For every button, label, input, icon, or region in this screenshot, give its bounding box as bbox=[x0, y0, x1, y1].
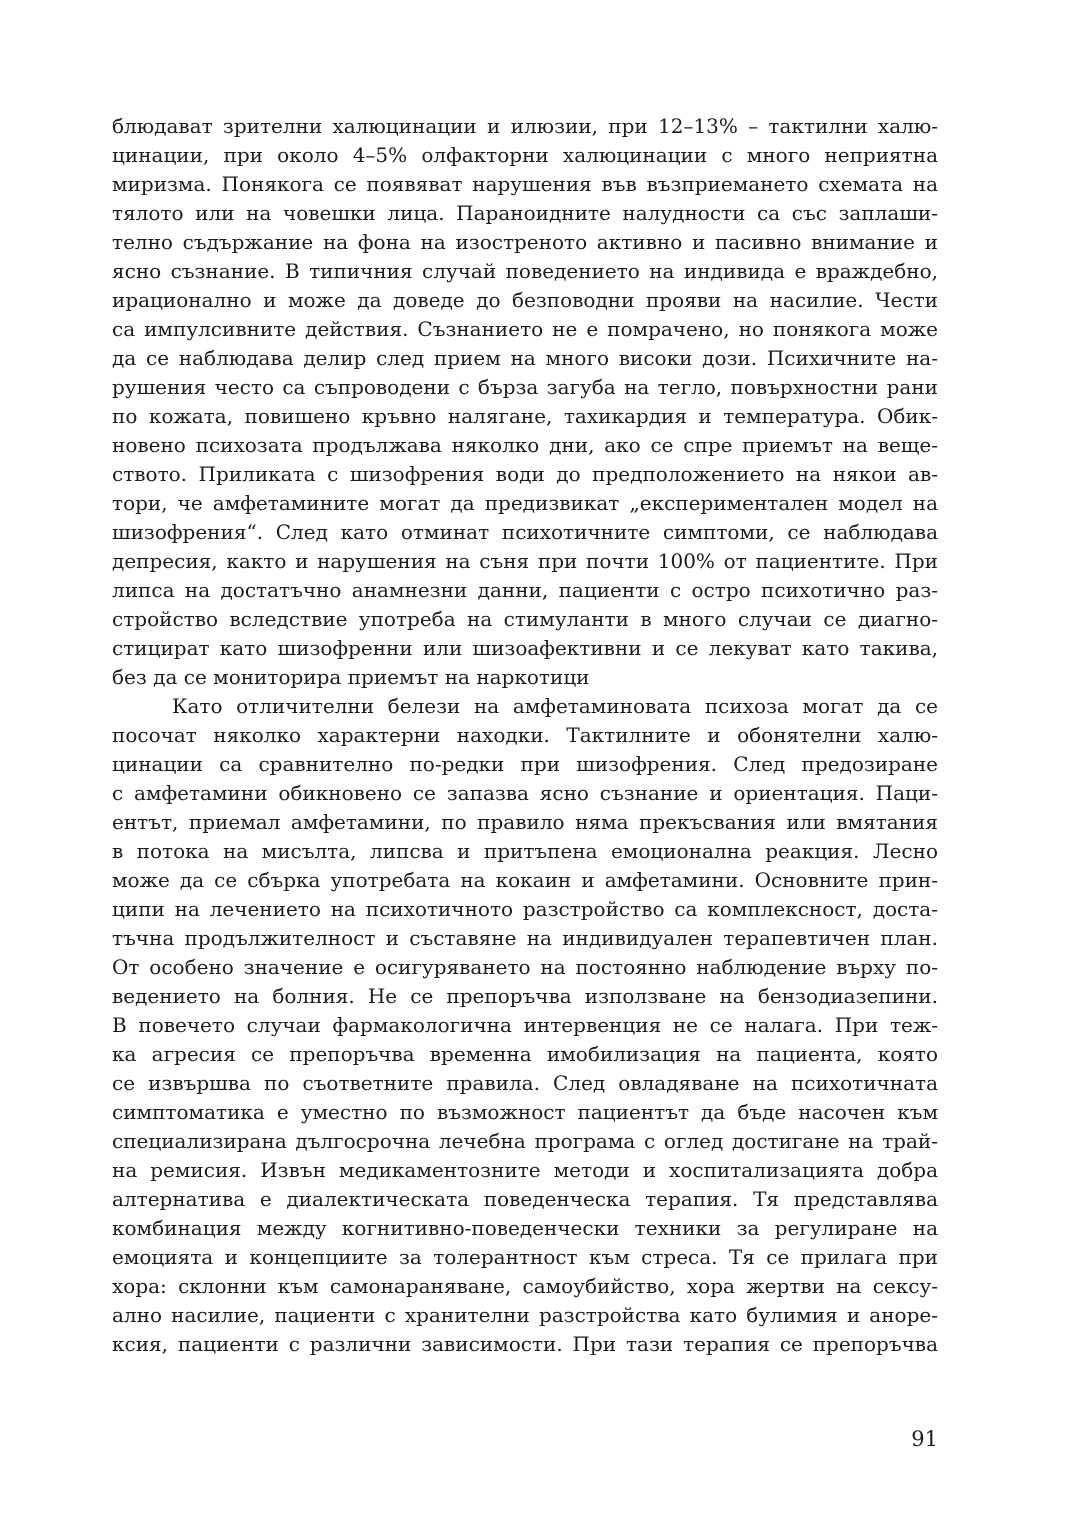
text-line: шизофрения“. След като отминат психотичните симптоми, се наблюдава bbox=[112, 520, 938, 544]
text-line: с амфетамини обикновено се запазва ясно съзнание и ориентация. Паци- bbox=[112, 781, 938, 805]
text-line: От особено значение е осигуряването на постоянно наблюдение върху по- bbox=[112, 955, 938, 979]
text-line: на ремисия. Извън медикаментозните методи и хоспитализацията добра bbox=[112, 1158, 938, 1182]
text-line: ално насилие, пациенти с хранителни разстройства като булимия и аноре- bbox=[112, 1303, 938, 1327]
text-line: по кожата, повишено кръвно налягане, тахикардия и температура. Обик- bbox=[112, 404, 938, 428]
text-line: цинации, при около 4–5% олфакторни халюцинации с много неприятна bbox=[112, 143, 938, 167]
text-line: блюдават зрителни халюцинации и илюзии, при 12–13% – тактилни халю- bbox=[112, 114, 938, 138]
text-line: стройство вследствие употреба на стимуланти в много случаи се диагно- bbox=[112, 607, 938, 631]
text-line: рушения често са съпроводени с бърза загуба на тегло, повърхностни рани bbox=[112, 375, 938, 399]
text-line: миризма. Понякога се появяват нарушения във възприемането схемата на bbox=[112, 172, 938, 196]
text-line: Като отличителни белези на амфетаминовата психоза могат да се bbox=[172, 694, 938, 718]
text-line: тори, че амфетамините могат да предизвикат „експериментален модел на bbox=[112, 491, 938, 515]
text-line: симптоматика е уместно по възможност пациентът да бъде насочен към bbox=[112, 1100, 938, 1124]
text-line: посочат няколко характерни находки. Тактилните и обонятелни халю- bbox=[112, 723, 938, 747]
text-line: алтернатива е диалектическата поведенческа терапия. Тя представлява bbox=[112, 1187, 938, 1211]
paragraph bbox=[112, 112, 938, 692]
text-line: В повечето случаи фармакологична интервенция не се налага. При теж- bbox=[112, 1013, 938, 1037]
text-line: да се наблюдава делир след прием на много високи дози. Психичните на- bbox=[112, 346, 938, 370]
text-line: комбинация между когнитивно-поведенчески техники за регулиране на bbox=[112, 1216, 938, 1240]
text-line: липса на достатъчно анамнезни данни, пациенти с остро психотично раз- bbox=[112, 578, 938, 602]
text-line: ясно съзнание. В типичния случай поведението на индивида е враждебно, bbox=[112, 259, 938, 283]
text-line: ксия, пациенти с различни зависимости. При тази терапия се препоръчва bbox=[112, 1332, 938, 1356]
text-line: без да се мониторира приемът на наркотици bbox=[112, 665, 590, 689]
text-line: емоцията и концепциите за толерантност към стреса. Тя се прилага при bbox=[112, 1245, 938, 1269]
text-line: ведението на болния. Не се препоръчва използване на бензодиазепини. bbox=[112, 984, 938, 1008]
text-line: цинации са сравнително по-редки при шизофрения. След предозиране bbox=[112, 752, 938, 776]
text-line: ципи на лечението на психотичното разстройство са комплексност, доста- bbox=[112, 897, 938, 921]
body-text bbox=[112, 112, 938, 1359]
page-number: 91 bbox=[911, 1427, 938, 1451]
text-line: новено психозата продължава няколко дни, ако се спре приемът на веще- bbox=[112, 433, 938, 457]
text-line: ентът, приемал амфетамини, по правило няма прекъсвания или вмятания bbox=[112, 810, 938, 834]
text-line: са импулсивните действия. Съзнанието не е помрачено, но понякога може bbox=[112, 317, 938, 341]
text-line: депресия, както и нарушения на съня при почти 100% от пациентите. При bbox=[112, 549, 938, 573]
paragraph bbox=[112, 692, 938, 1359]
text-line: стицират като шизофренни или шизоафективни и се лекуват като такива, bbox=[112, 636, 938, 660]
text-line: може да се сбърка употребата на кокаин и амфетамини. Основните прин- bbox=[112, 868, 938, 892]
text-line: в потока на мисълта, липсва и притъпена емоционална реакция. Лесно bbox=[112, 839, 938, 863]
text-line: ството. Приликата с шизофрения води до предположението на някои ав- bbox=[112, 462, 938, 486]
text-line: се извършва по съответните правила. След овладяване на психотичната bbox=[112, 1071, 938, 1095]
text-line: тялото или на човешки лица. Параноидните налудности са със заплаши- bbox=[112, 201, 938, 225]
text-line: телно съдържание на фона на изостреното активно и пасивно внимание и bbox=[112, 230, 938, 254]
text-line: специализирана дългосрочна лечебна програма с оглед достигане на трай- bbox=[112, 1129, 938, 1153]
text-line: ка агресия се препоръчва временна имобилизация на пациента, която bbox=[112, 1042, 938, 1066]
text-line: хора: склонни към самонараняване, самоубийство, хора жертви на сексу- bbox=[112, 1274, 938, 1298]
text-line: тъчна продължителност и съставяне на индивидуален терапевтичен план. bbox=[112, 926, 938, 950]
text-line: ирационално и може да доведе до безповодни прояви на насилие. Чести bbox=[112, 288, 938, 312]
